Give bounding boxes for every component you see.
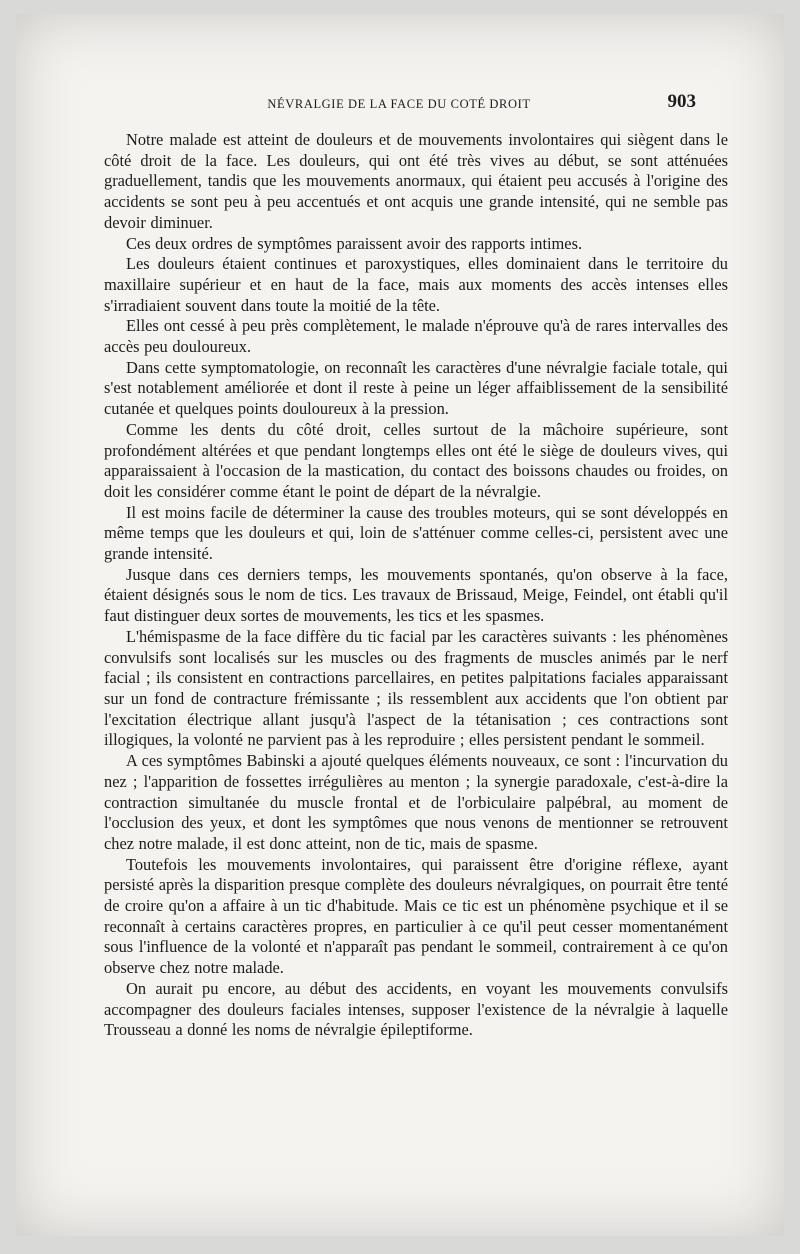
body-text — [104, 130, 728, 1041]
paragraph: Toutefois les mouvements involontaires, qui paraissent être d'origine réflexe, ayant persisté après la disparition presque complète des douleurs névralgiques, on pourrait être tenté de croire qu'on a affaire à un tic d'habitude. Mais ce tic est un phénomène psychique et il se reconnaît à certains caractères propres, en particulier à ce qu'il peut cesser momentanément sous l'influence de la volonté et n'apparaît pas pendant le sommeil, contrairement à ce qu'on observe chez notre malade. — [104, 854, 728, 978]
paragraph: Dans cette symptomatologie, on reconnaît les caractères d'une névralgie faciale totale, qui s'est notablement améliorée et dont il reste à peine un léger affaiblissement de la sensibilité cutanée et quelques points douloureux à la pression. — [104, 357, 728, 419]
paragraph: On aurait pu encore, au début des accidents, en voyant les mouvements convulsifs accompagner des douleurs faciales intenses, supposer l'existence de la névralgie à laquelle Trousseau a donné les noms de névralgie épileptiforme. — [104, 978, 728, 1040]
paragraph: Notre malade est atteint de douleurs et de mouvements involontaires qui siègent dans le côté droit de la face. Les douleurs, qui ont été très vives au début, se sont atténuées graduellement, tandis que les mouvements anormaux, qui étaient peu accusés à l'origine des accidents se sont peu à peu accentués et ont acquis une grande intensité, qui ne semble pas devoir diminuer. — [104, 130, 728, 232]
book-page — [16, 14, 784, 1236]
paragraph: Comme les dents du côté droit, celles surtout de la mâchoire supérieure, sont profondément altérées et que pendant longtemps elles ont été le siège de douleurs vives, qui apparaissaient à l'occasion de la mastication, du contact des boissons chaudes ou froides, on doit les considérer comme étant le point de départ de la névralgie. — [104, 419, 728, 501]
page-number: 903 — [667, 91, 696, 112]
paragraph: Il est moins facile de déterminer la cause des troubles moteurs, qui se sont développés en même temps que les douleurs et qui, loin de s'atténuer comme celles-ci, persistent avec une grande intensité. — [104, 502, 728, 564]
paragraph: A ces symptômes Babinski a ajouté quelques éléments nouveaux, ce sont : l'incurvation du nez ; l'apparition de fossettes irrégulières au menton ; la synergie paradoxale, c'est-à-dire la contraction simultanée du muscle frontal et de l'orbiculaire palpébral, au moment de l'occlusion des yeux, et dont les symptômes que nous venons de mentionner se retrouvent chez notre malade, il est donc atteint, non de tic, mais de spasme. — [104, 751, 728, 853]
paragraph: Elles ont cessé à peu près complètement, le malade n'éprouve qu'à de rares intervalles des accès peu douloureux. — [104, 316, 728, 357]
page-header — [102, 91, 696, 117]
paragraph: Les douleurs étaient continues et paroxystiques, elles dominaient dans le territoire du maxillaire supérieur et en haut de la face, mais aux moments des accès intenses elles s'irradiaient souvent dans toute la moitié de la tête. — [104, 254, 728, 315]
running-title: NÉVRALGIE DE LA FACE DU COTÉ DROIT — [267, 97, 531, 111]
paragraph: Ces deux ordres de symptômes paraissent avoir des rapports intimes. — [126, 233, 583, 253]
paragraph: Jusque dans ces derniers temps, les mouvements spontanés, qu'on observe à la face, étaient désignés sous le nom de tics. Les travaux de Brissaud, Meige, Feindel, ont établi qu'il faut distinguer deux sortes de mouvements, les tics et les spasmes. — [104, 564, 728, 626]
paragraph: L'hémispasme de la face diffère du tic facial par les caractères suivants : les phénomènes convulsifs sont localisés sur les muscles ou des fragments de muscles animés par le nerf facial ; ils consistent en contractions parcellaires, en petites palpitations faciales apparaissant sur un fond de contracture frémissante ; ils ressemblent aux accidents que l'on obtient par l'excitation électrique allant jusqu'à l'aspect de la tétanisation ; ces contractions sont illogiques, la volonté ne parvient pas à les reproduire ; elles persistent pendant le sommeil. — [104, 626, 728, 750]
